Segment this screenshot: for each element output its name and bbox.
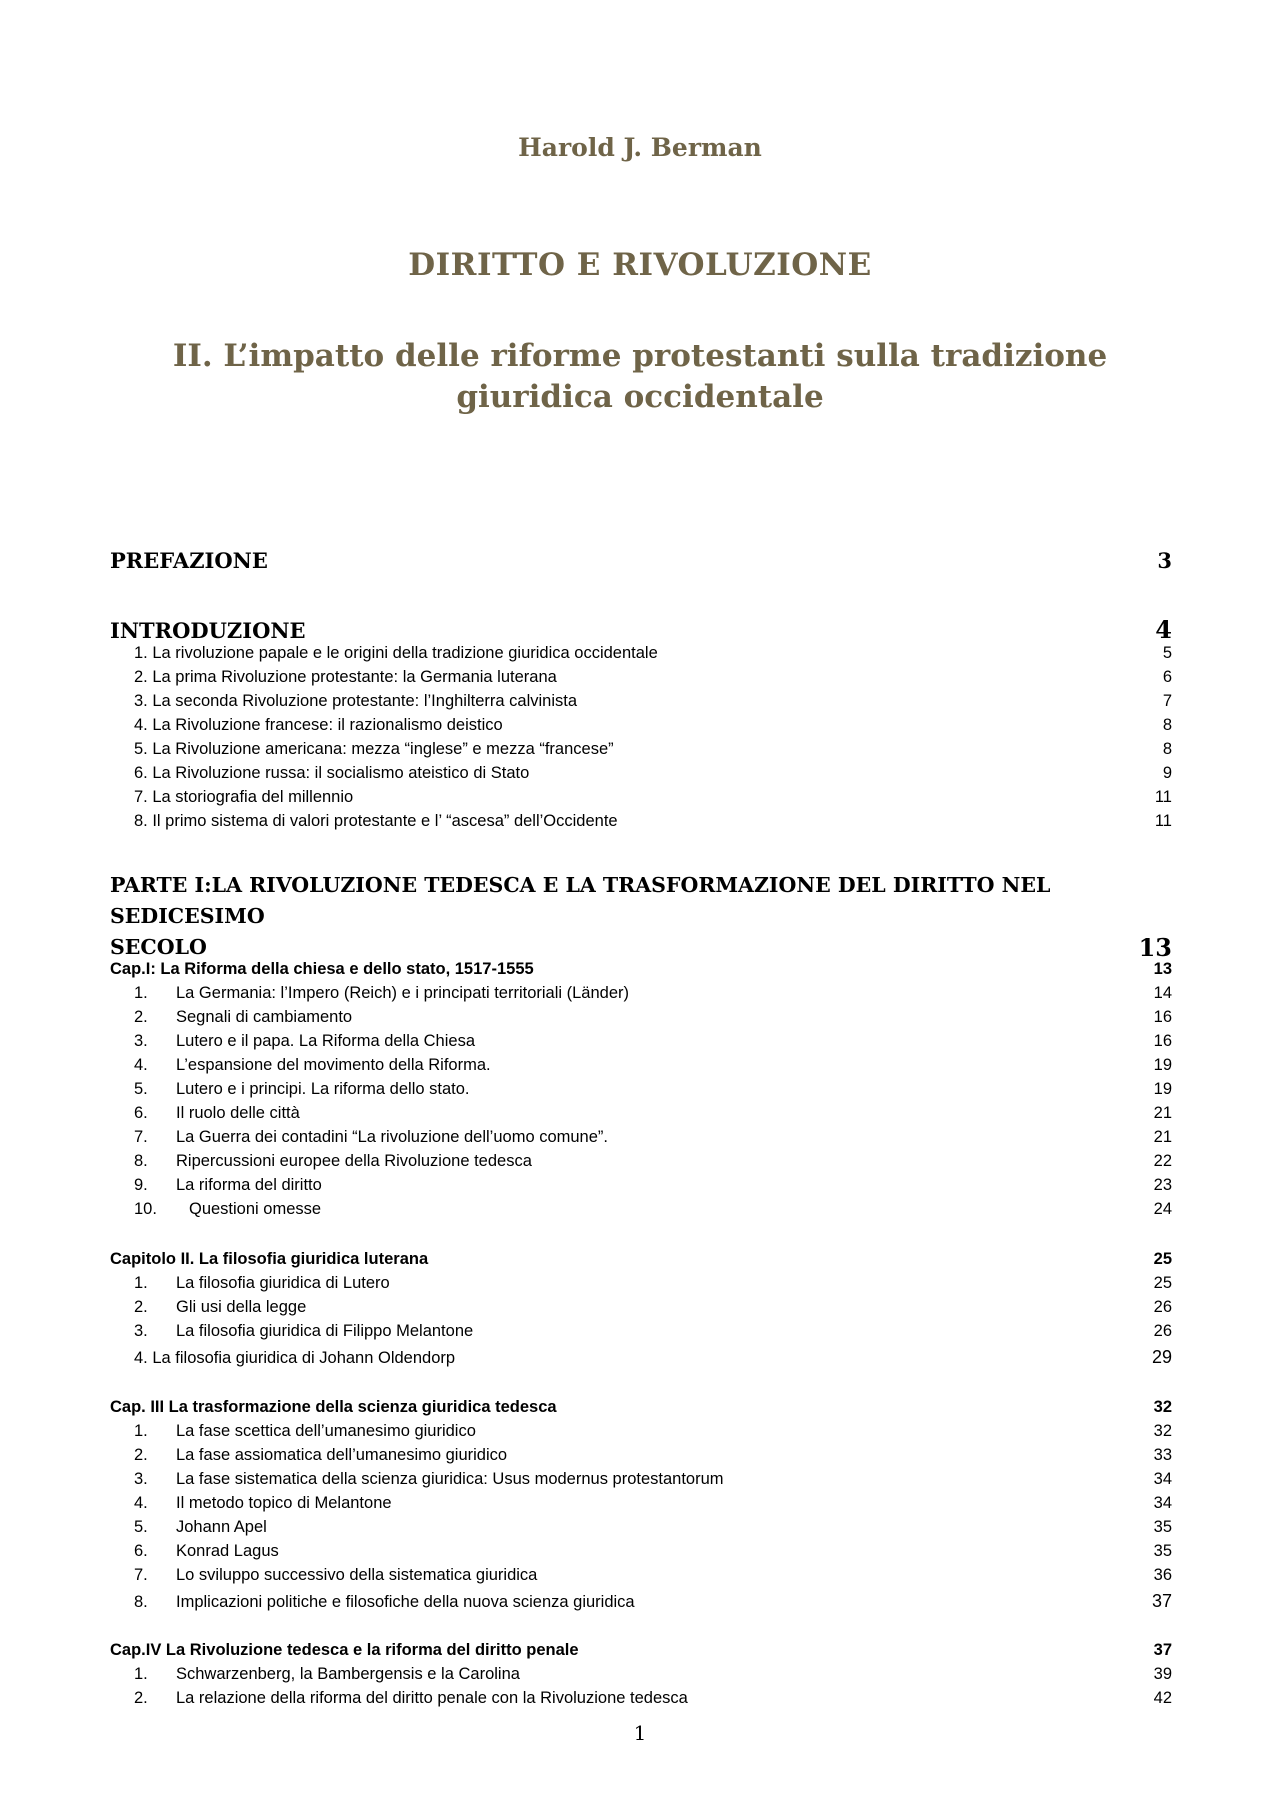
toc-page: 26 <box>1153 1298 1172 1316</box>
toc-page: 19 <box>1153 1056 1172 1074</box>
toc-page: 8 <box>1162 716 1172 734</box>
toc-page: 33 <box>1153 1446 1172 1464</box>
toc-item[interactable] <box>110 644 1172 663</box>
toc-label: 7. La storiografia del millennio <box>134 788 354 806</box>
toc-item[interactable] <box>110 1689 1172 1708</box>
toc-label: 2. La prima Rivoluzione protestante: la Germania luterana <box>134 668 557 686</box>
toc-page: 25 <box>1153 1250 1172 1268</box>
toc-entry-introduzione[interactable] <box>110 615 1172 644</box>
toc-item[interactable] <box>110 1665 1172 1684</box>
toc-page: 35 <box>1153 1542 1172 1560</box>
toc-item[interactable] <box>110 1200 1172 1219</box>
toc-label: Johann Apel <box>176 1518 267 1536</box>
toc-item[interactable] <box>110 1542 1172 1561</box>
toc-label: 5. La Rivoluzione americana: mezza “inglese” e mezza “francese” <box>134 740 614 758</box>
toc-page: 19 <box>1153 1080 1172 1098</box>
toc-item[interactable] <box>110 812 1172 831</box>
toc-item[interactable] <box>110 692 1172 711</box>
toc-label: Cap.I: La Riforma della chiesa e dello stato, 1517-1555 <box>110 960 534 978</box>
toc-item[interactable] <box>110 1422 1172 1441</box>
toc-label: 1. La rivoluzione papale e le origini della tradizione giuridica occidentale <box>134 644 658 662</box>
toc-label: Konrad Lagus <box>176 1542 279 1560</box>
toc-num: 4. <box>134 1056 148 1074</box>
toc-num: 6. <box>134 1542 148 1560</box>
toc-label: 4. La filosofia giuridica di Johann Oldendorp <box>134 1349 456 1367</box>
toc-page: 9 <box>1162 764 1172 782</box>
toc-label: 4. La Rivoluzione francese: il razionalismo deistico <box>134 716 503 734</box>
toc-page: 32 <box>1153 1398 1172 1416</box>
toc-page: 24 <box>1153 1200 1172 1218</box>
toc-entry-prefazione[interactable] <box>110 548 1172 573</box>
toc-label: La filosofia giuridica di Filippo Melantone <box>176 1322 474 1340</box>
toc-num: 5. <box>134 1518 148 1536</box>
toc-label: L’espansione del movimento della Riforma. <box>176 1056 491 1074</box>
toc-item[interactable] <box>110 1008 1172 1027</box>
toc-page: 7 <box>1162 692 1172 710</box>
toc-page: 32 <box>1153 1422 1172 1440</box>
toc-item[interactable] <box>110 1298 1172 1317</box>
book-subtitle: II. L’impatto delle riforme protestanti sulla tradizione giuridica occidentale <box>172 338 1108 415</box>
toc-label: La Germania: l’Impero (Reich) e i principati territoriali (Länder) <box>176 984 630 1002</box>
toc-item[interactable] <box>110 1347 1172 1368</box>
toc-label: Ripercussioni europee della Rivoluzione tedesca <box>176 1152 532 1170</box>
toc-item[interactable] <box>110 716 1172 735</box>
toc-item[interactable] <box>110 1152 1172 1171</box>
toc-chapter-2[interactable] <box>110 1250 1172 1269</box>
toc-label: 3. La seconda Rivoluzione protestante: l’Inghilterra calvinista <box>134 692 578 710</box>
toc-page: 21 <box>1153 1104 1172 1122</box>
toc-label: Schwarzenberg, la Bambergensis e la Carolina <box>176 1665 520 1683</box>
toc-page: 21 <box>1153 1128 1172 1146</box>
toc-label: PREFAZIONE <box>110 548 268 573</box>
toc-label: Cap. III La trasformazione della scienza giuridica tedesca <box>110 1398 557 1416</box>
toc-num: 3. <box>134 1470 148 1488</box>
toc-page: 23 <box>1153 1176 1172 1194</box>
toc-page: 4 <box>1155 615 1172 644</box>
page-number: 1 <box>633 1721 647 1745</box>
toc-num: 8. <box>134 1593 148 1611</box>
toc-num: 9. <box>134 1176 148 1194</box>
toc-label: La fase sistematica della scienza giuridica: Usus modernus protestantorum <box>176 1470 724 1488</box>
toc-item[interactable] <box>110 668 1172 687</box>
toc-page: 34 <box>1153 1470 1172 1488</box>
toc-label: Questioni omesse <box>189 1200 322 1218</box>
toc-num: 1. <box>134 1274 148 1292</box>
toc-label: La riforma del diritto <box>176 1176 322 1194</box>
toc-num: 6. <box>134 1104 148 1122</box>
toc-page: 37 <box>1153 1641 1172 1659</box>
toc-item[interactable] <box>110 1518 1172 1537</box>
toc-label: Capitolo II. La filosofia giuridica luterana <box>110 1250 429 1268</box>
toc-item[interactable] <box>110 1322 1172 1341</box>
toc-label: Gli usi della legge <box>176 1298 307 1316</box>
toc-page: 5 <box>1162 644 1172 662</box>
toc-num: 7. <box>134 1128 148 1146</box>
toc-num: 3. <box>134 1032 148 1050</box>
toc-label: Cap.IV La Rivoluzione tedesca e la riforma del diritto penale <box>110 1641 579 1659</box>
toc-page: 29 <box>1151 1347 1172 1367</box>
toc-page: 34 <box>1153 1494 1172 1512</box>
toc-num: 7. <box>134 1566 148 1584</box>
toc-num: 8. <box>134 1152 148 1170</box>
toc-page: 13 <box>1138 933 1172 962</box>
toc-label: Implicazioni politiche e filosofiche della nuova scienza giuridica <box>176 1593 635 1611</box>
toc-item[interactable] <box>110 1494 1172 1513</box>
toc-num: 1. <box>134 984 148 1002</box>
toc-page: 14 <box>1153 984 1172 1002</box>
toc-page: 8 <box>1162 740 1172 758</box>
toc-item[interactable] <box>110 1032 1172 1051</box>
toc-item[interactable] <box>110 1128 1172 1147</box>
toc-label-line2: SECOLO <box>110 935 207 959</box>
toc-label: 8. Il primo sistema di valori protestante e l’ “ascesa” dell’Occidente <box>134 812 618 830</box>
toc-label: La Guerra dei contadini “La rivoluzione dell’uomo comune”. <box>176 1128 608 1146</box>
toc-page: 11 <box>1154 788 1172 806</box>
toc-label: La fase scettica dell’umanesimo giuridico <box>176 1422 476 1440</box>
toc-label: La filosofia giuridica di Lutero <box>176 1274 390 1292</box>
toc-label: Il ruolo delle città <box>176 1104 300 1122</box>
toc-page: 42 <box>1153 1689 1172 1707</box>
toc-label: Lutero e il papa. La Riforma della Chiesa <box>176 1032 476 1050</box>
toc-page: 26 <box>1153 1322 1172 1340</box>
toc-num: 5. <box>134 1080 148 1098</box>
toc-num: 4. <box>134 1494 148 1512</box>
toc-page: 25 <box>1153 1274 1172 1292</box>
toc-item[interactable] <box>110 1056 1172 1075</box>
toc-num: 10. <box>134 1200 157 1218</box>
toc-page: 16 <box>1153 1008 1172 1026</box>
toc-chapter-1[interactable] <box>110 960 1172 979</box>
toc-item[interactable] <box>110 740 1172 759</box>
toc-label: Segnali di cambiamento <box>176 1008 353 1026</box>
toc-num: 1. <box>134 1665 148 1683</box>
author-name: Harold J. Berman <box>518 133 762 162</box>
toc-item[interactable] <box>110 1470 1172 1489</box>
toc-page: 16 <box>1153 1032 1172 1050</box>
toc-page: 39 <box>1153 1665 1172 1683</box>
toc-entry-parte-1[interactable] <box>110 870 1172 963</box>
toc-page: 22 <box>1153 1152 1172 1170</box>
toc-page: 35 <box>1153 1518 1172 1536</box>
toc-num: 2. <box>134 1008 148 1026</box>
toc-label: Il metodo topico di Melantone <box>176 1494 392 1512</box>
toc-num: 2. <box>134 1298 148 1316</box>
toc-item[interactable] <box>110 1104 1172 1123</box>
toc-label: Lutero e i principi. La riforma dello stato. <box>176 1080 470 1098</box>
toc-item[interactable] <box>110 1080 1172 1099</box>
toc-page: 36 <box>1153 1566 1172 1584</box>
toc-item[interactable] <box>110 1566 1172 1585</box>
toc-label: La relazione della riforma del diritto penale con la Rivoluzione tedesca <box>176 1689 688 1707</box>
toc-num: 3. <box>134 1322 148 1340</box>
toc-item[interactable] <box>110 764 1172 783</box>
toc-item[interactable] <box>110 984 1172 1003</box>
toc-page: 3 <box>1157 548 1172 573</box>
toc-chapter-3[interactable] <box>110 1398 1172 1417</box>
toc-item[interactable] <box>110 1446 1172 1465</box>
toc-label: INTRODUZIONE <box>110 618 306 643</box>
toc-label: 6. La Rivoluzione russa: il socialismo ateistico di Stato <box>134 764 530 782</box>
toc-num: 2. <box>134 1689 148 1707</box>
toc-item[interactable] <box>110 1591 1172 1612</box>
toc-item[interactable] <box>110 788 1172 807</box>
toc-label: Lo sviluppo successivo della sistematica giuridica <box>176 1566 538 1584</box>
toc-page: 13 <box>1153 960 1172 978</box>
toc-chapter-4[interactable] <box>110 1641 1172 1660</box>
toc-item[interactable] <box>110 1176 1172 1195</box>
toc-page: 37 <box>1151 1591 1172 1611</box>
toc-label-line1: PARTE I:LA RIVOLUZIONE TEDESCA E LA TRASFORMAZIONE DEL DIRITTO NEL SEDICESIMO <box>110 873 1051 928</box>
toc-item[interactable] <box>110 1274 1172 1293</box>
toc-page: 6 <box>1162 668 1172 686</box>
book-title: DIRITTO E RIVOLUZIONE <box>408 247 872 283</box>
toc-num: 1. <box>134 1422 148 1440</box>
toc-page: 11 <box>1154 812 1172 830</box>
toc-label: La fase assiomatica dell’umanesimo giuridico <box>176 1446 508 1464</box>
toc-num: 2. <box>134 1446 148 1464</box>
